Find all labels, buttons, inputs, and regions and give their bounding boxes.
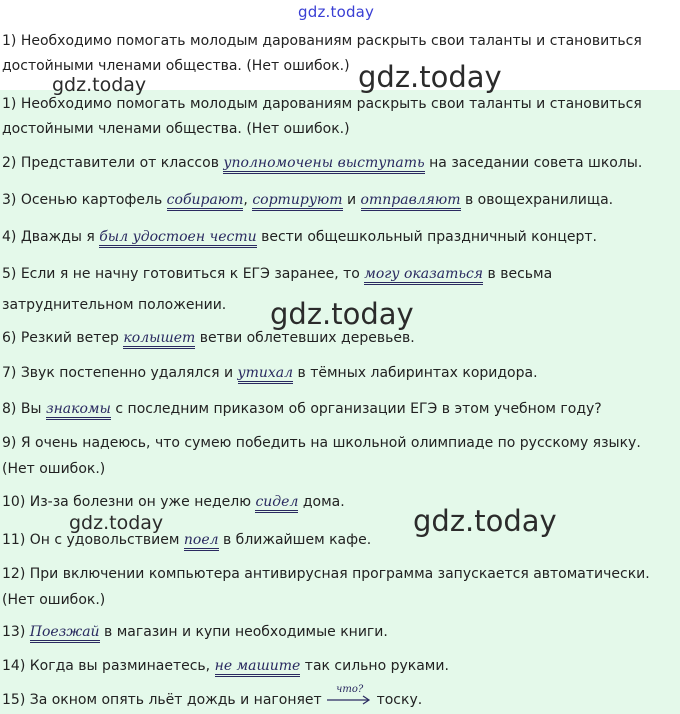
item-7 [2,363,538,383]
item-4 [2,227,597,247]
watermark-4: gdz.today [69,512,164,534]
item-3-post: в овощехранилища. [460,192,614,208]
arrow-label: что? [336,684,364,695]
item-5-pre: 5) Если я не начну готовиться к ЕГЭ заранее, то [2,266,365,282]
item-15-post: тоску. [372,692,423,708]
item-13-pre: 13) [2,624,30,640]
intro-line-1: 1) Необходимо помогать молодым дарованиям раскрыть свои таланты и становиться [2,33,642,49]
item-14-post: так сильно руками. [300,658,449,674]
item-2-post: на заседании совета школы. [424,155,643,171]
item-11 [2,530,371,550]
item-5-line-1 [2,264,552,284]
item-14-pre: 14) Когда вы разминаетесь, [2,658,215,674]
item-14-highlight: не машите [215,658,301,677]
item-3-highlight-2: сортируют [252,192,342,211]
item-5-highlight: могу оказаться [364,266,483,285]
item-15-pre: 15) За окном опять льёт дождь и нагоняет [2,692,327,708]
item-13 [2,622,388,642]
item-9-line-1: 9) Я очень надеюсь, что сумею победить на школьной олимпиаде по русскому языку. [2,435,641,451]
item-9-line-2: (Нет ошибок.) [2,461,106,477]
item-11-post: в ближайшем кафе. [218,532,372,548]
item-6-highlight: колышет [123,330,195,349]
item-12-line-1: 12) При включении компьютера антивирусная программа запускается автоматически. [2,566,650,582]
item-10-post: дома. [298,494,345,510]
watermark-5: gdz.today [413,504,557,538]
item-6-pre: 6) Резкий ветер [2,330,124,346]
item-8-post: с последним приказом об организации ЕГЭ в этом учебном году? [110,401,602,417]
item-3-sep-2: и [342,192,361,208]
item-8-pre: 8) Вы [2,401,46,417]
item-14 [2,656,449,676]
question-arrow [326,684,372,707]
item-10-pre: 10) Из-за болезни он уже неделю [2,494,256,510]
watermark-2: gdz.today [358,60,502,94]
item-5-line-2: затруднительном положении. [2,297,227,313]
watermark-1: gdz.today [52,74,147,96]
item-3 [2,190,613,210]
item-10 [2,492,345,512]
item-11-pre: 11) Он с удовольствием [2,532,184,548]
item-8 [2,399,602,419]
item-6 [2,328,415,348]
arrow-right-icon [326,695,372,705]
item-4-highlight: был удостоен чести [99,229,256,248]
item-10-highlight: сидел [255,494,298,513]
item-7-post: в тёмных лабиринтах коридора. [293,365,538,381]
item-1-line-2: достойными членами общества. (Нет ошибок.) [2,121,350,137]
watermark-3: gdz.today [270,297,414,331]
intro-line-2: достойными членами общества. (Нет ошибок.) [2,58,350,74]
item-8-highlight: знакомы [46,401,111,420]
item-4-pre: 4) Дважды я [2,229,100,245]
item-11-highlight: поел [184,532,219,551]
item-13-post: в магазин и купи необходимые книги. [99,624,388,640]
item-3-sep-1: , [243,192,253,208]
item-5-post: в весьма [483,266,553,282]
item-2-highlight: уполномочены выступать [223,155,424,174]
watermark-top: gdz.today [298,3,375,21]
item-3-highlight-3: отправляют [361,192,461,211]
item-2 [2,153,642,173]
item-15 [2,684,423,710]
item-3-highlight-1: собирают [167,192,244,211]
item-7-pre: 7) Звук постепенно удалялся и [2,365,238,381]
item-13-highlight: Поезжай [30,624,100,643]
item-12-line-2: (Нет ошибок.) [2,592,106,608]
item-2-pre: 2) Представители от классов [2,155,224,171]
item-4-post: вести общешкольный праздничный концерт. [256,229,597,245]
item-3-pre: 3) Осенью картофель [2,192,167,208]
item-6-post: ветви облетевших деревьев. [195,330,415,346]
item-1-line-1: 1) Необходимо помогать молодым дарованиям раскрыть свои таланты и становиться [2,96,642,112]
item-7-highlight: утихал [238,365,294,384]
